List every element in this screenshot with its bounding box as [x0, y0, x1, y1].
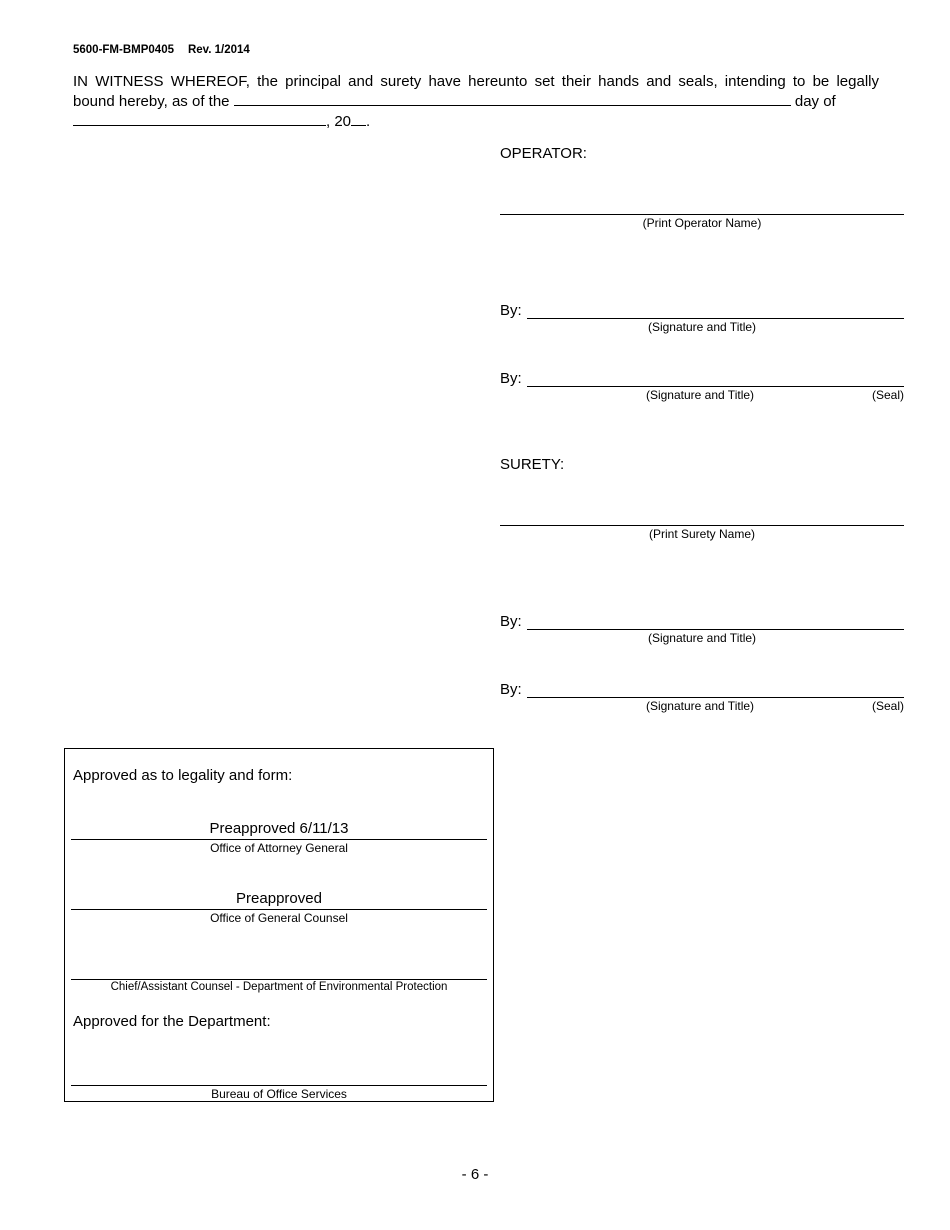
attorney-general-value: Preapproved 6/11/13: [209, 820, 349, 837]
chief-counsel-line[interactable]: [71, 979, 487, 980]
surety-signature-1-caption: (Signature and Title): [647, 631, 757, 645]
surety-signature-2-caption: (Signature and Title): [645, 699, 755, 713]
form-revision: Rev. 1/2014: [187, 44, 250, 56]
witness-paragraph: [73, 73, 879, 131]
operator-seal-label: (Seal): [871, 388, 904, 402]
operator-signature-2-caption: (Signature and Title): [645, 388, 755, 402]
operator-signature-1-caption: (Signature and Title): [647, 320, 757, 334]
bureau-caption: Bureau of Office Services: [211, 1087, 347, 1101]
department-heading: Approved for the Department:: [73, 1013, 271, 1030]
year-prefix-text: , 20: [326, 113, 352, 130]
surety-seal-label: (Seal): [871, 699, 904, 713]
date-year-field[interactable]: [351, 111, 366, 126]
attorney-general-line[interactable]: [71, 839, 487, 840]
date-month-field[interactable]: [73, 111, 326, 126]
operator-signature-2-line[interactable]: [527, 386, 904, 387]
witness-line-3: [73, 111, 879, 131]
year-suffix-text: .: [366, 113, 371, 130]
operator-name-line[interactable]: [500, 214, 904, 215]
operator-label: OPERATOR:: [500, 145, 587, 162]
chief-counsel-caption: Chief/Assistant Counsel - Department of Environmental Protection: [110, 981, 448, 993]
surety-name-line[interactable]: [500, 525, 904, 526]
approval-heading: Approved as to legality and form:: [73, 767, 293, 784]
surety-by-1-label: By:: [500, 613, 522, 630]
operator-by-2-label: By:: [500, 370, 522, 387]
form-header: [73, 44, 250, 56]
general-counsel-line[interactable]: [71, 909, 487, 910]
day-of-text: day of: [794, 93, 836, 110]
surety-signature-1-line[interactable]: [527, 629, 904, 630]
surety-name-caption: (Print Surety Name): [648, 527, 756, 541]
operator-name-caption: (Print Operator Name): [642, 216, 762, 230]
attorney-general-caption: Office of Attorney General: [210, 841, 348, 855]
approval-box: [64, 748, 494, 1102]
witness-line-2: [73, 91, 879, 111]
date-day-field[interactable]: [234, 91, 791, 106]
surety-signature-2-line[interactable]: [527, 697, 904, 698]
operator-signature-1-line[interactable]: [527, 318, 904, 319]
witness-line-1: IN WITNESS WHEREOF, the principal and surety have hereunto set their hands and seals, intending to be legally: [73, 73, 879, 90]
form-id: 5600-FM-BMP0405: [73, 44, 174, 56]
surety-by-2-label: By:: [500, 681, 522, 698]
surety-label: SURETY:: [500, 456, 565, 473]
bureau-line[interactable]: [71, 1085, 487, 1086]
operator-by-1-label: By:: [500, 302, 522, 319]
page-number: - 6 -: [461, 1166, 489, 1183]
bound-hereby-text: bound hereby, as of the: [73, 93, 230, 110]
general-counsel-value: Preapproved: [236, 890, 322, 907]
general-counsel-caption: Office of General Counsel: [210, 911, 348, 925]
